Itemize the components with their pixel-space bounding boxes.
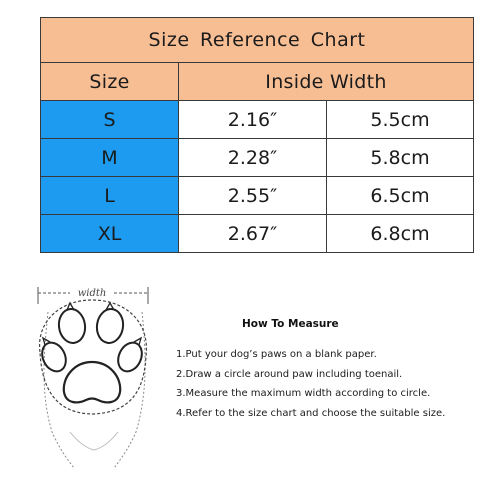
width-cm: 6.8cm: [327, 215, 474, 253]
header-size: Size: [41, 63, 179, 101]
table-row: [41, 177, 474, 215]
size-label: XL: [41, 215, 179, 253]
size-reference-chart: [40, 17, 474, 253]
paw-print-icon: [30, 282, 160, 472]
how-to-measure-title: How To Measure: [242, 318, 339, 330]
instruction-step: 3.Measure the maximum width according to circle.: [176, 388, 431, 399]
instruction-step: 1.Put your dog’s paws on a blank paper.: [176, 349, 377, 360]
instruction-step: 4.Refer to the size chart and choose the suitable size.: [176, 407, 446, 419]
instruction-step: 2.Draw a circle around paw including toenail.: [176, 368, 403, 380]
width-inches: 2.28″: [179, 139, 327, 177]
table-row: [41, 101, 474, 139]
chart-title: Size Reference Chart: [41, 18, 474, 63]
width-cm: 6.5cm: [327, 177, 474, 215]
width-inches: 2.55″: [179, 177, 327, 215]
chart-title-row: [41, 18, 474, 63]
size-label: L: [41, 177, 179, 215]
width-cm: 5.8cm: [327, 139, 474, 177]
width-cm: 5.5cm: [327, 101, 474, 139]
chart-header-row: [41, 63, 474, 101]
table-row: [41, 215, 474, 253]
paw-measurement-illustration: [30, 282, 160, 472]
size-label: M: [41, 139, 179, 177]
how-to-measure-section: [176, 318, 496, 427]
width-inches: 2.16″: [179, 101, 327, 139]
width-inches: 2.67″: [179, 215, 327, 253]
table-row: [41, 139, 474, 177]
width-label: width: [77, 288, 107, 299]
header-inside-width: Inside Width: [179, 63, 474, 101]
size-label: S: [41, 101, 179, 139]
